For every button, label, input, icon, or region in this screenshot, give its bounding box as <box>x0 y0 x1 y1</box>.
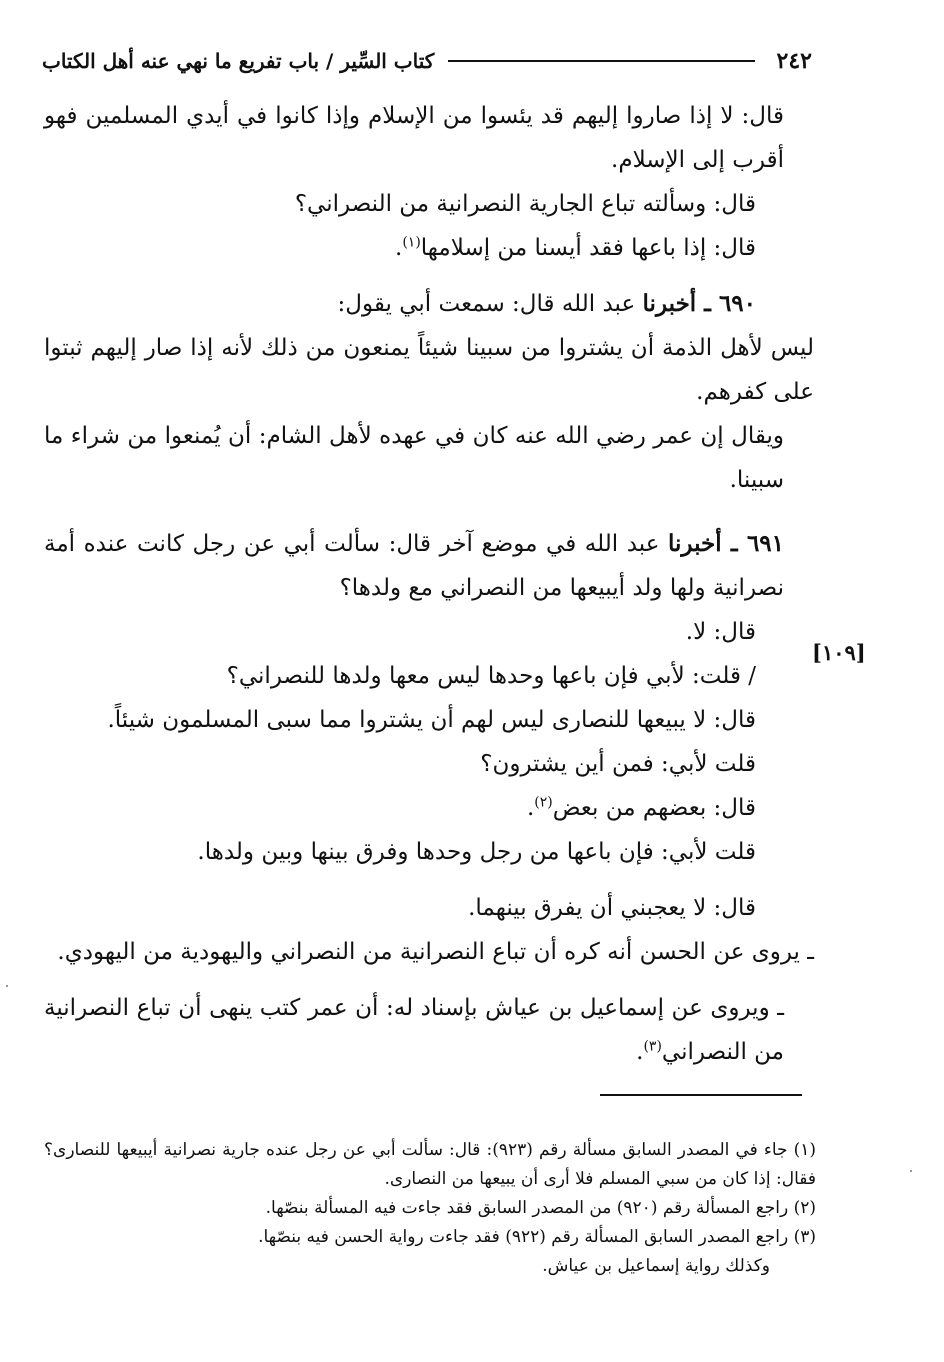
paragraph-16: ـ ويروى عن إسماعيل بن عياش بإسناد له: أن عمر كتب ينهى أن تباع النصرانية من النصراني$^{(٣)}$. <box>44 995 784 1065</box>
paragraph-11: قلت لأبي: فمن أين يشترون؟ <box>480 751 756 777</box>
paragraph-4: ٦٩٠ ـ أخبرنا عبد الله قال: سمعت أبي يقول: <box>337 290 756 317</box>
footnote-ref-2: (٢) <box>534 794 553 811</box>
page-number: ٢٤٢ <box>776 48 812 74</box>
header-rule <box>448 60 754 62</box>
paragraph-6: ويقال إن عمر رضي الله عنه كان في عهده لأهل الشام: أن يُمنعوا من شراء ما سبينا. <box>44 423 784 493</box>
main-text <box>44 94 814 1074</box>
footnote-1: (١) جاء في المصدر السابق مسألة رقم (٩٢٣): قال: سألت أبي عن رجل عنده جارية نصرانية أيبيعها للنصارى؟ فقال: إذا كان من سبي المسلم فلا أرى أن يبيعها من النصارى. <box>44 1140 816 1189</box>
footnote-3-continued: وكذلك رواية إسماعيل بن عياش. <box>542 1256 770 1276</box>
footnotes <box>44 1136 816 1281</box>
manuscript-folio-marker: [١٠٩] <box>812 640 866 665</box>
paragraph-7: ٦٩١ ـ أخبرنا عبد الله في موضع آخر قال: سألت أبي عن رجل كانت عنده أمة نصرانية ولها ولد أيبيعها من النصراني مع ولدها؟ <box>44 530 785 601</box>
paragraph-1: قال: لا إذا صاروا إليهم قد يئسوا من الإسلام وإذا كانوا في أيدي المسلمين فهو أقرب إلى الإسلام. <box>44 103 784 173</box>
scan-speck <box>6 985 8 987</box>
scan-speck <box>910 1170 912 1172</box>
footnote-ref-1: (١) <box>402 234 421 251</box>
footnote-separator <box>600 1094 802 1096</box>
footnote-3: (٣) راجع المصدر السابق المسألة رقم (٩٢٢) فقد جاءت رواية الحسن فيه بنصّها. <box>258 1227 816 1247</box>
running-header <box>42 44 812 78</box>
paragraph-2: قال: وسألته تباع الجارية النصرانية من النصراني؟ <box>294 191 756 217</box>
paragraph-13: قلت لأبي: فإن باعها من رجل وحدها وفرق بينها وبين ولدها. <box>197 839 756 865</box>
paragraph-12: قال: بعضهم من بعض$^{(٢)}$. <box>526 794 756 821</box>
running-title: كتاب السِّير / باب تفريع ما نهي عنه أهل الكتاب <box>42 49 435 73</box>
paragraph-3: قال: إذا باعها فقد أيسنا من إسلامها$^{(١)}$. <box>395 234 756 261</box>
paragraph-10: قال: لا يبيعها للنصارى ليس لهم أن يشتروا مما سبى المسلمون شيئاً. <box>107 707 756 733</box>
paragraph-15: ـ يروى عن الحسن أنه كره أن تباع النصرانية من النصراني واليهودية من اليهودي. <box>57 939 814 965</box>
paragraph-14: قال: لا يعجبني أن يفرق بينهما. <box>468 895 756 921</box>
paragraph-9: / قلت: لأبي فإن باعها وحدها ليس معها ولدها للنصراني؟ <box>226 663 756 689</box>
footnote-ref-3: (٣) <box>643 1038 662 1055</box>
paragraph-8: قال: لا. <box>685 619 756 645</box>
footnote-2: (٢) راجع المسألة رقم (٩٢٠) من المصدر السابق فقد جاءت فيه المسألة بنصّها. <box>265 1198 816 1218</box>
paragraph-5: ليس لأهل الذمة أن يشتروا من سبينا شيئاً يمنعون من ذلك لأنه إذا صار إليهم ثبتوا على كفرهم. <box>44 335 814 405</box>
